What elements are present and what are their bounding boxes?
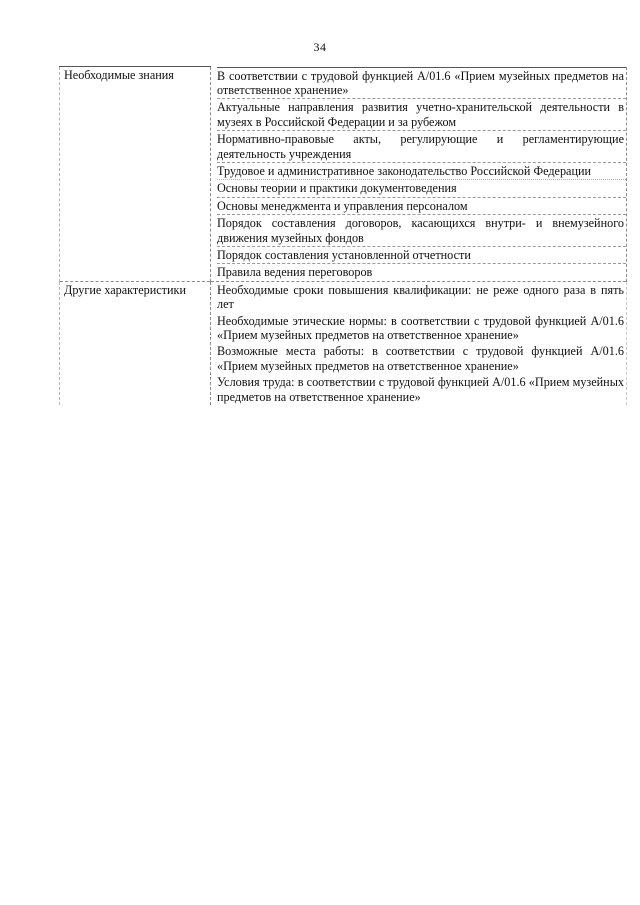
knowledge-item: Порядок составления договоров, касающихся внутри- и внемузейного движения музейных фондов (217, 215, 626, 247)
knowledge-item: Правила ведения переговоров (217, 265, 373, 280)
characteristic-item: Условия труда: в соответствии с трудовой функцией А/01.6 «Прием музейных предметов на ответственное хранение» (217, 375, 624, 404)
row-value-other-characteristics (211, 281, 627, 405)
knowledge-item: Основы теории и практики документоведения (217, 180, 626, 197)
knowledge-item: Нормативно-правовые акты, регулирующие и регламентирующие деятельность учреждения (217, 131, 626, 163)
knowledge-item: Порядок составления установленной отчетности (217, 247, 626, 264)
row-label-other-characteristics: Другие характеристики (60, 281, 211, 405)
table-row-other-characteristics (60, 281, 627, 405)
knowledge-item: Основы менеджмента и управления персоналом (217, 198, 626, 215)
characteristic-item: Возможные места работы: в соответствии с трудовой функцией А/01.6 «Прием музейных предметов на ответственное хранение» (217, 344, 624, 373)
row-label-required-knowledge: Необходимые знания (60, 67, 211, 282)
knowledge-item: Трудовое и административное законодательство Российской Федерации (217, 163, 626, 180)
table-row-required-knowledge (60, 67, 627, 282)
qualification-table (59, 66, 627, 405)
knowledge-item: Актуальные направления развития учетно-хранительской деятельности в музеях в Российской Федерации и за рубежом (217, 99, 626, 131)
page-number: 34 (313, 40, 327, 54)
row-value-required-knowledge (211, 67, 627, 282)
knowledge-item: В соответствии с трудовой функцией А/01.6 «Прием музейных предметов на ответственное хранение» (217, 67, 626, 100)
characteristic-item: Необходимые сроки повышения квалификации: не реже одного раза в пять лет (217, 282, 624, 312)
characteristic-item: Необходимые этические нормы: в соответствии с трудовой функцией А/01.6 «Прием музейных предметов на ответственное хранение» (217, 313, 624, 342)
